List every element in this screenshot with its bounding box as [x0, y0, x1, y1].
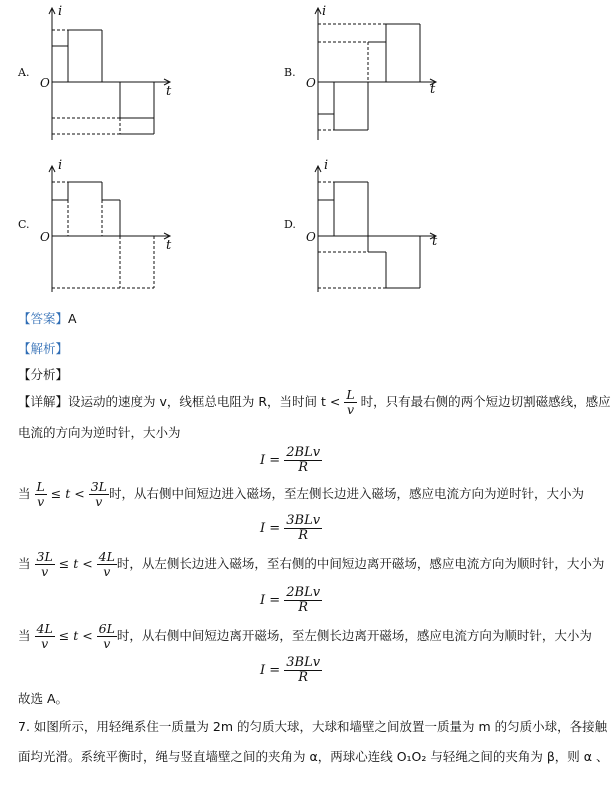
axis-t-label-b: t — [430, 82, 436, 97]
detail-text-1a: 设运动的速度为 v，线框总电阻为 R，当时间 t < — [68, 394, 341, 409]
detail-text-1b: 时，只有最右侧的两个短边切割磁感线，感应 — [356, 394, 611, 409]
origin-label-b: O — [306, 76, 316, 90]
graph-d — [296, 156, 456, 296]
detail-text-2: 电流的方向为逆时针，大小为 — [18, 425, 181, 440]
option-d-label: D. — [284, 218, 296, 231]
detail-fraction-l-over-v: $\frac{L}{v}$ — [346, 387, 355, 417]
option-b-label: B. — [284, 66, 296, 79]
equation-3: I = $\frac{\text{2BLv}}{R}$ — [259, 585, 321, 615]
question-7-line-2: 面均光滑。系统平衡时，绳与竖直墙壁之间的夹角为 α，两球心连线 O₁O₂ 与轻绳之间的夹角为 β，则 α 、 — [18, 749, 609, 764]
origin-label-c: O — [40, 230, 50, 244]
case-3-line: 当 $\frac{3L}{v}$ ≤ t < $\frac{4L}{v}$ 时，从左侧长边进入磁场，至右侧的中间短边离开磁场，感应电流方向为顺时针，大小为 — [18, 549, 605, 579]
detail-line-2 — [18, 424, 600, 442]
answer-line — [18, 310, 600, 328]
case-4-line: 当 $\frac{4L}{v}$ ≤ t < $\frac{6L}{v}$ 时，从右侧中间短边离开磁场，至左侧长边离开磁场，感应电流方向为顺时针，大小为 — [18, 621, 592, 651]
option-c-label: C. — [18, 218, 30, 231]
answer-tag: 【答案】 — [18, 311, 69, 326]
axis-i-label-b: i — [322, 4, 327, 19]
conclusion-line: 故选 A。 — [18, 691, 69, 706]
analysis-tag: 【解析】 — [18, 341, 69, 356]
equation-1: I = $\frac{\text{2BLv}}{R}$ — [259, 445, 321, 475]
axis-i-label-c: i — [58, 158, 63, 173]
origin-label-d: O — [306, 230, 316, 244]
equation-4: I = $\frac{\text{3BLv}}{R}$ — [259, 655, 321, 685]
analysis-line — [18, 340, 600, 358]
equation-2: I = $\frac{\text{3BLv}}{R}$ — [259, 513, 321, 543]
question-7-line-1: 7. 如图所示，用轻绳系住一质量为 2m 的匀质大球，大球和墙壁之间放置一质量为 m 的匀质小球，各接触 — [18, 719, 608, 734]
axis-t-label-a: t — [166, 84, 172, 99]
detail-line-1 — [18, 386, 611, 418]
fenxi-line — [18, 366, 600, 384]
case-2-line: 当 $\frac{L}{v}$ ≤ t < $\frac{3L}{v}$ 时，从右侧中间短边进入磁场，至左侧长边进入磁场，感应电流方向为逆时针，大小为 — [18, 479, 584, 509]
graph-c — [30, 156, 190, 296]
fenxi-tag: 【分析】 — [18, 367, 69, 382]
axis-t-label-d: t — [432, 234, 438, 249]
graph-b — [296, 0, 456, 145]
axis-i-label-d: i — [324, 158, 329, 173]
detail-tag: 【详解】 — [18, 394, 69, 409]
option-a-label: A. — [18, 66, 30, 79]
axis-t-label-c: t — [166, 238, 172, 253]
axis-i-label-a: i — [58, 4, 63, 19]
answer-value: A — [68, 311, 77, 326]
graph-a — [30, 0, 190, 145]
origin-label-a: O — [40, 76, 50, 90]
